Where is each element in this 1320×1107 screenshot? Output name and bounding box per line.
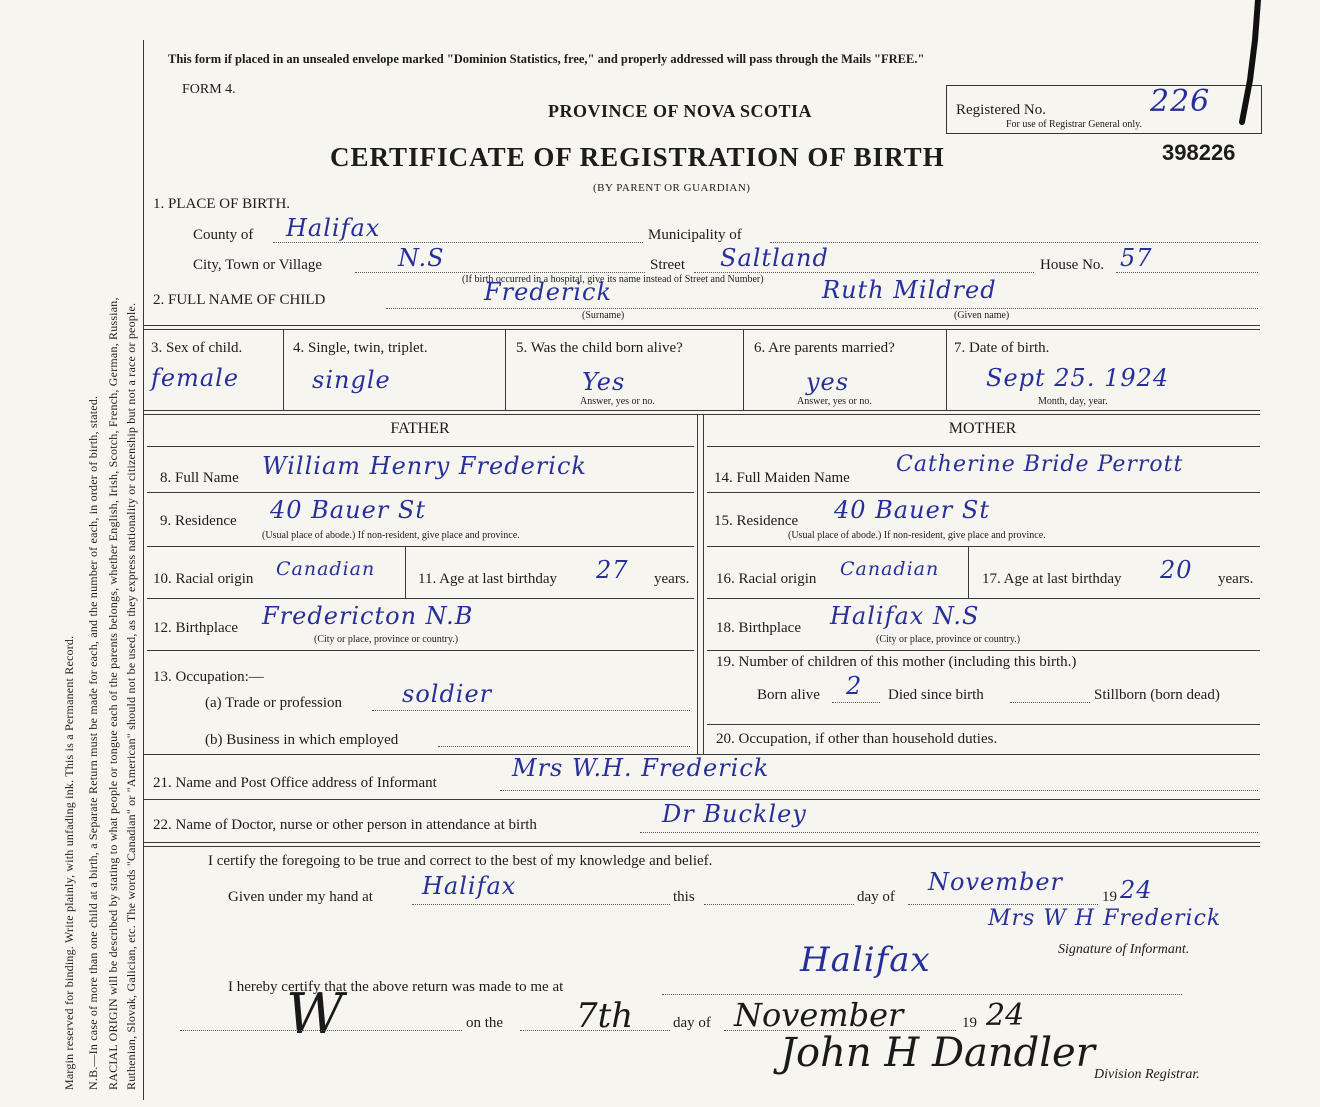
registrar-signature-caption: Division Registrar. [1094, 1067, 1200, 1082]
father-age-unit: years. [654, 571, 690, 587]
father-birthplace-label: 12. Birthplace [153, 620, 238, 636]
date-of-birth-caption: Month, day, year. [1038, 396, 1108, 407]
mother-name-value: Catherine Bride Perrott [896, 452, 1184, 477]
street-value: Saltland [720, 244, 829, 272]
mother-heading: MOTHER [948, 420, 1017, 437]
father-age-value: 27 [596, 556, 629, 584]
house-value: 57 [1120, 244, 1153, 272]
registrar-signature: John H Dandler [780, 1030, 1095, 1076]
father-trade-label: (a) Trade or profession [205, 695, 343, 711]
surname-caption: (Surname) [582, 310, 625, 321]
doctor-label: 22. Name of Doctor, nurse or other person in attendance at birth [153, 817, 537, 833]
registrar-on-the-label: on the [466, 1015, 504, 1031]
child-given-name-value: Ruth Mildred [822, 276, 997, 304]
father-name-label: 8. Full Name [160, 470, 239, 486]
registrar-day-of-label: day of [673, 1015, 711, 1031]
sex-value: female [151, 364, 240, 392]
margin-note-2: N.B.—In case of more than one child at a birth, a Separate Return must be made for each, and the number of each, in order of birth, stated. [86, 395, 100, 1090]
mother-age-unit: years. [1218, 571, 1254, 587]
mother-birthplace-label: 18. Birthplace [716, 620, 801, 636]
mail-notice: This form if placed in an unsealed envelope marked "Dominion Statistics, free," and properly addressed will pass through the Mails "FREE." [168, 52, 925, 66]
born-alive-caption: Answer, yes or no. [580, 396, 655, 407]
province-heading: PROVINCE OF NOVA SCOTIA [548, 101, 813, 121]
hospital-note: (If birth occurred in a hospital, give its name instead of Street and Number) [462, 274, 764, 285]
father-racial-value: Canadian [276, 558, 376, 580]
registered-no-label: Registered No. [956, 102, 1046, 118]
mother-residence-label: 15. Residence [714, 513, 799, 529]
father-business-label: (b) Business in which employed [205, 732, 399, 748]
given-under-label: Given under my hand at [228, 889, 373, 905]
mother-stillborn-label: Stillborn (born dead) [1094, 687, 1220, 703]
mother-racial-label: 16. Racial origin [716, 571, 817, 587]
father-residence-label: 9. Residence [160, 513, 237, 529]
plurality-value: single [312, 366, 391, 394]
form-number: FORM 4. [182, 82, 236, 97]
year-value: 24 [1120, 876, 1153, 904]
county-value: Halifax [286, 214, 381, 242]
informant-label: 21. Name and Post Office address of Informant [153, 775, 437, 791]
mother-age-value: 20 [1160, 556, 1193, 584]
father-birthplace-caption: (City or place, province or country.) [314, 634, 459, 645]
registrar-year-value: 24 [986, 998, 1025, 1033]
margin-note-4: Ruthenian, Slovak, Galician, etc. The words "Canadian" or "American" should not be used, as they express nationality or citizenship but not a race or people. [124, 302, 138, 1090]
father-residence-caption: (Usual place of abode.) If non-resident, give place and province. [262, 530, 520, 541]
father-birthplace-value: Fredericton N.B [262, 602, 474, 630]
municipality-label: Municipality of [648, 227, 742, 243]
registrar-mark: W [286, 982, 344, 1047]
mother-age-label: 17. Age at last birthday [982, 571, 1122, 587]
mother-born-alive-label: Born alive [757, 687, 820, 703]
born-alive-label: 5. Was the child born alive? [516, 340, 683, 356]
mother-children-label: 19. Number of children of this mother (including this birth.) [716, 654, 1077, 670]
pen-stroke-mark [1228, 0, 1268, 130]
form-left-border [143, 40, 144, 1100]
father-trade-value: soldier [402, 680, 493, 708]
mother-name-label: 14. Full Maiden Name [714, 470, 850, 486]
city-value: N.S [398, 244, 445, 272]
parents-married-label: 6. Are parents married? [754, 340, 895, 356]
street-label: Street [650, 257, 685, 273]
doctor-value: Dr Buckley [662, 800, 807, 828]
certificate-title: CERTIFICATE OF REGISTRATION OF BIRTH [330, 142, 945, 172]
city-label: City, Town or Village [193, 257, 323, 273]
registered-no-value: 226 [1150, 84, 1211, 119]
mother-birthplace-caption: (City or place, province or country.) [876, 634, 1021, 645]
mother-birthplace-value: Halifax N.S [830, 602, 980, 630]
date-of-birth-value: Sept 25. 1924 [986, 364, 1170, 392]
child-name-label: 2. FULL NAME OF CHILD [153, 292, 326, 308]
parents-married-caption: Answer, yes or no. [797, 396, 872, 407]
day-of-label: day of [857, 889, 895, 905]
informant-signature-caption: Signature of Informant. [1058, 942, 1190, 957]
registrar-year-prefix: 19 [962, 1015, 977, 1031]
father-age-label: 11. Age at last birthday [418, 571, 557, 587]
mother-occupation-label: 20. Occupation, if other than household duties. [716, 731, 998, 747]
certificate-subtitle: (BY PARENT OR GUARDIAN) [593, 182, 751, 194]
margin-note-3: RACIAL ORIGIN will be described by stating to what people or tongue each of the parents belongs, whether English, Irish, Scotch, French, German, Russian, [106, 297, 120, 1090]
informant-value: Mrs W.H. Frederick [512, 754, 770, 782]
father-name-value: William Henry Frederick [262, 452, 587, 480]
year-prefix: 19 [1102, 889, 1117, 905]
house-label: House No. [1040, 257, 1105, 273]
father-heading: FATHER [390, 420, 450, 437]
parents-married-value: yes [806, 368, 850, 396]
this-label: this [673, 889, 695, 905]
father-occupation-label: 13. Occupation:— [153, 669, 264, 685]
informant-signature: Mrs W H Frederick [988, 906, 1222, 931]
mother-residence-value: 40 Bauer St [834, 496, 990, 524]
given-name-caption: (Given name) [954, 310, 1010, 321]
mother-residence-caption: (Usual place of abode.) If non-resident, give place and province. [788, 530, 1046, 541]
place-of-birth-heading: 1. PLACE OF BIRTH. [153, 196, 291, 212]
plurality-label: 4. Single, twin, triplet. [293, 340, 428, 356]
registrar-statement: I hereby certify that the above return was made to me at [228, 979, 564, 995]
registrar-place-value: Halifax [800, 940, 931, 980]
sex-label: 3. Sex of child. [151, 340, 243, 356]
mother-racial-value: Canadian [840, 558, 940, 580]
given-place-value: Halifax [422, 872, 517, 900]
born-alive-value: Yes [582, 368, 626, 396]
father-racial-label: 10. Racial origin [153, 571, 254, 587]
registrar-month-value: November [734, 996, 904, 1034]
date-of-birth-label: 7. Date of birth. [954, 340, 1050, 356]
registrar-note: For use of Registrar General only. [1006, 119, 1142, 130]
mother-died-label: Died since birth [888, 687, 984, 703]
stamp-number: 398226 [1162, 140, 1236, 165]
child-surname-value: Frederick [484, 278, 613, 306]
margin-note-1: Margin reserved for binding. Write plainly, with unfading ink. This is a Permanent Record. [62, 635, 76, 1090]
father-residence-value: 40 Bauer St [270, 496, 426, 524]
certification-statement: I certify the foregoing to be true and correct to the best of my knowledge and belief. [208, 853, 713, 869]
mother-born-alive-value: 2 [846, 672, 863, 700]
month-value: November [928, 868, 1064, 896]
county-label: County of [193, 227, 254, 243]
registrar-day-value: 7th [576, 996, 634, 1036]
